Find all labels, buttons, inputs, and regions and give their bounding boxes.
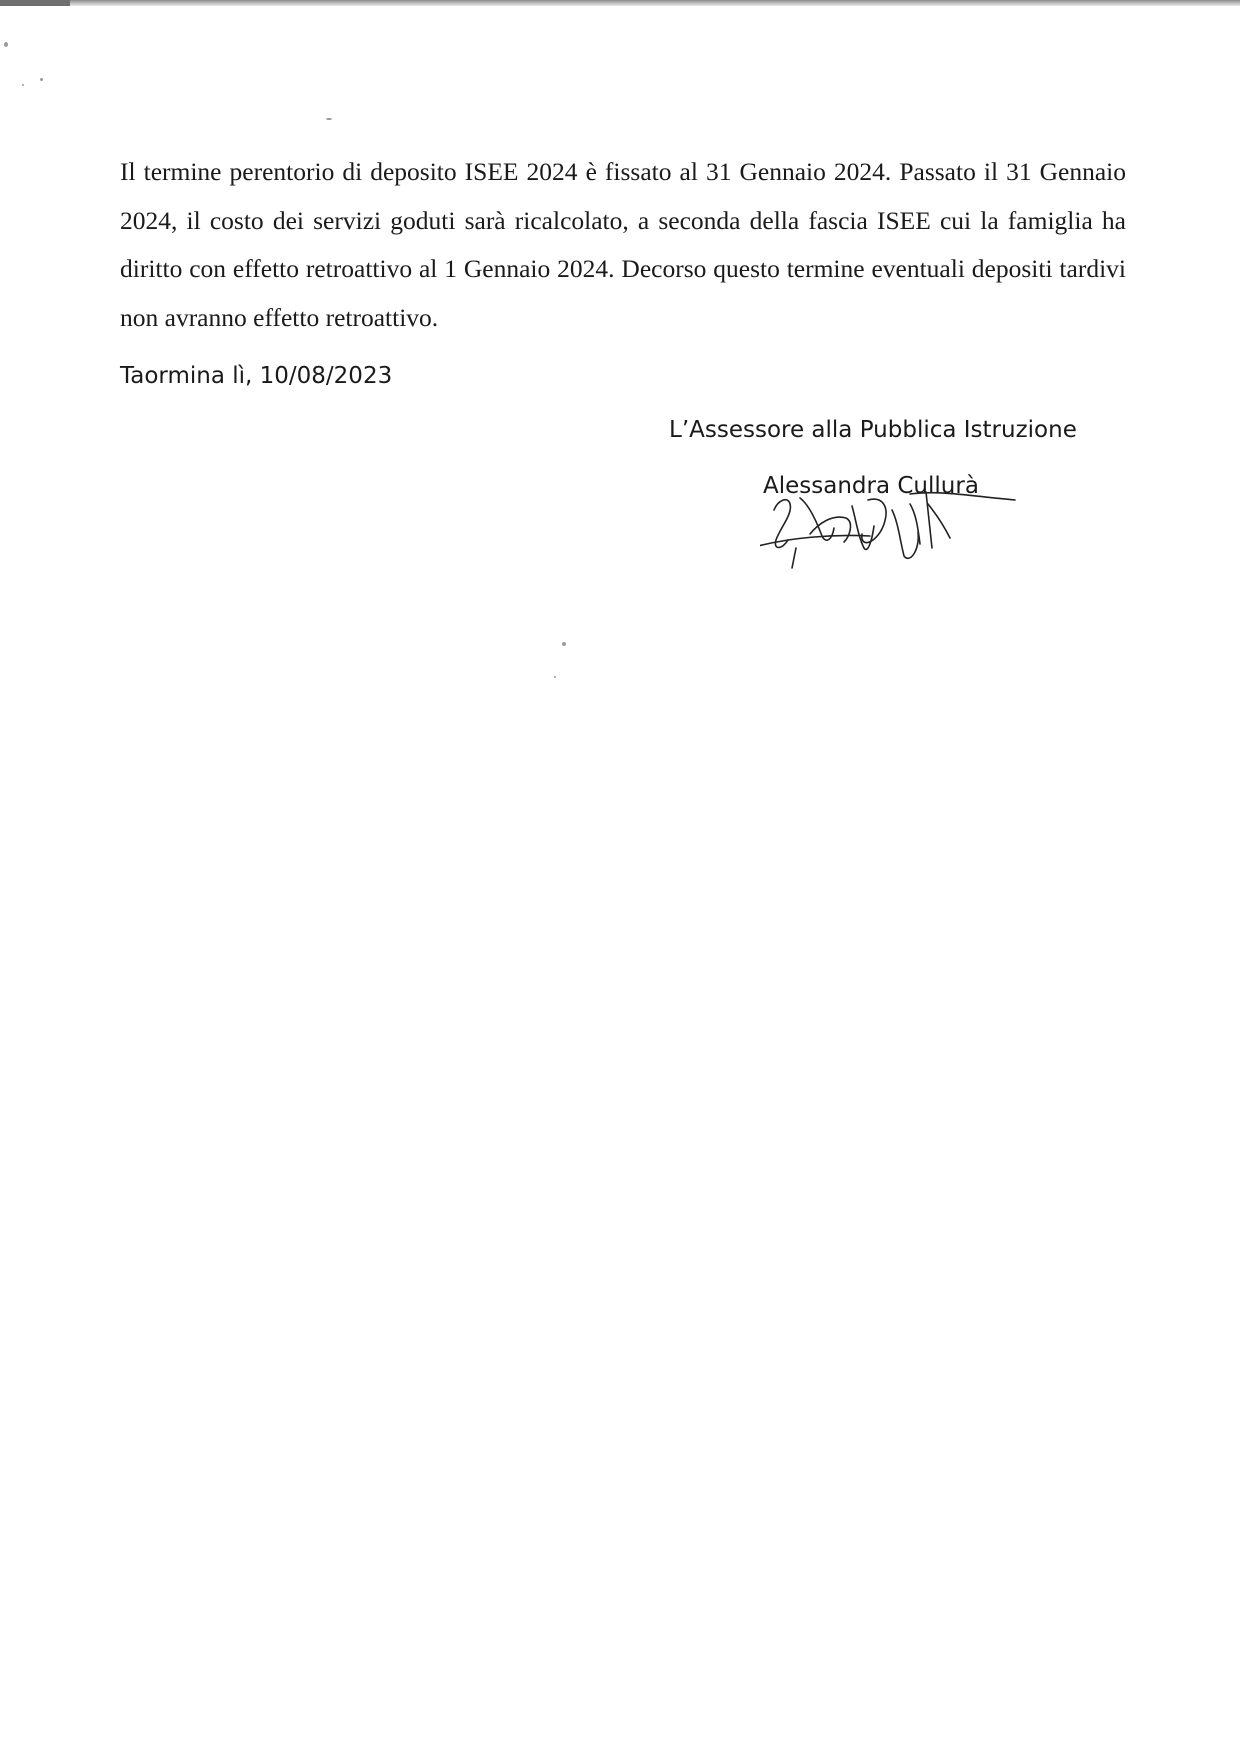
scan-top-edge bbox=[0, 0, 1240, 6]
signature-stroke bbox=[910, 504, 920, 544]
scan-speck bbox=[22, 84, 24, 86]
scan-top-edge-dark bbox=[0, 0, 70, 6]
scan-speck bbox=[40, 78, 43, 81]
signature-stroke bbox=[892, 510, 918, 558]
signer-role: L’Assessore alla Pubblica Istruzione bbox=[669, 417, 1077, 443]
scan-speck bbox=[326, 118, 332, 120]
signature-stroke bbox=[926, 492, 932, 548]
body-paragraph: Il termine perentorio di deposito ISEE 2024 è fissato al 31 Gennaio 2024. Passato il 31 Gennaio 2024, il costo dei servizi goduti sarà ricalcolato, a seconda della fascia ISEE cui la famiglia ha diritto con effetto retroattivo al 1 Gennaio 2024. Decorso questo termine eventuali depositi tardivi non avranno effetto retroattivo. bbox=[120, 157, 1126, 332]
scan-speck bbox=[4, 42, 8, 47]
place-and-date: Taormina lì, 10/08/2023 bbox=[120, 363, 393, 389]
signature-stroke bbox=[792, 548, 796, 568]
scan-speck bbox=[562, 642, 566, 646]
signature-stroke bbox=[928, 504, 950, 538]
signature-stroke bbox=[852, 506, 874, 549]
scan-speck bbox=[554, 676, 556, 678]
signer-name: Alessandra Cullurà bbox=[763, 473, 979, 499]
handwritten-signature bbox=[760, 470, 1020, 570]
